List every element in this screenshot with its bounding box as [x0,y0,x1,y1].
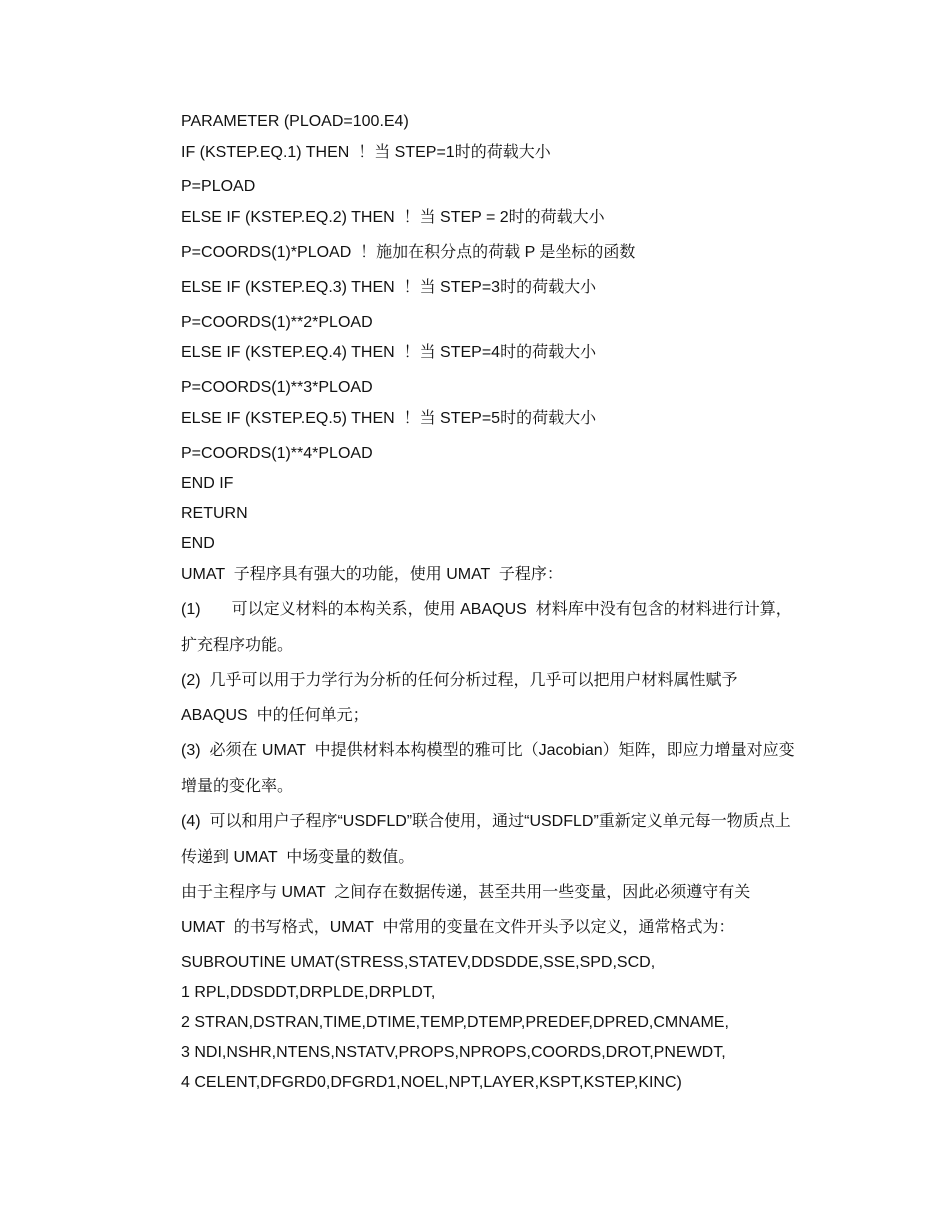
code-line-cont-1: 1 RPL,DDSDDT,DRPLDE,DRPLDT, [181,984,436,1001]
code-line-end: END [181,535,215,552]
code-line-p-coords3: P=COORDS(1)**3*PLOAD [181,379,373,396]
code-line-cont-3: 3 NDI,NSHR,NTENS,NSTATV,PROPS,NPROPS,COORDS,DROT,PNEWDT, [181,1044,726,1061]
paragraph-data-transfer-cont: UMAT 的书写格式，UMAT 中常用的变量在文件开头予以定义，通常格式为： [181,919,735,936]
list-item-3: (3) 必须在 UMAT 中提供材料本构模型的雅可比（Jacobian）矩阵，即应力增量对应变 [181,742,795,759]
list-item-1: (1) 可以定义材料的本构关系，使用 ABAQUS 材料库中没有包含的材料进行计算， [181,601,792,618]
code-line-p-coords2: P=COORDS(1)**2*PLOAD [181,314,373,331]
code-line-elseif-step2: ELSE IF (KSTEP.EQ.2) THEN ！当 STEP = 2时的荷载大小 [181,209,605,226]
code-line-p-coords1: P=COORDS(1)*PLOAD ！施加在积分点的荷载 P 是坐标的函数 [181,244,636,261]
code-line-return: RETURN [181,505,248,522]
code-line-subroutine: SUBROUTINE UMAT(STRESS,STATEV,DDSDDE,SSE,SPD,SCD, [181,954,656,971]
code-line-elseif-step4: ELSE IF (KSTEP.EQ.4) THEN ！当 STEP=4时的荷载大小 [181,344,597,361]
list-item-2-cont: ABAQUS 中的任何单元； [181,707,369,724]
code-line-elseif-step3: ELSE IF (KSTEP.EQ.3) THEN ！当 STEP=3时的荷载大小 [181,279,597,296]
code-line-cont-4: 4 CELENT,DFGRD0,DFGRD1,NOEL,NPT,LAYER,KSPT,KSTEP,KINC) [181,1074,682,1091]
code-line-parameter: PARAMETER (PLOAD=100.E4) [181,113,409,130]
code-line-if-step1: IF (KSTEP.EQ.1) THEN ！当 STEP=1时的荷载大小 [181,144,551,161]
code-line-p-pload: P=PLOAD [181,178,256,195]
code-line-cont-2: 2 STRAN,DSTRAN,TIME,DTIME,TEMP,DTEMP,PREDEF,DPRED,CMNAME, [181,1014,729,1031]
list-item-4-cont: 传递到 UMAT 中场变量的数值。 [181,849,415,866]
code-line-end-if: END IF [181,475,234,492]
paragraph-data-transfer: 由于主程序与 UMAT 之间存在数据传递，甚至共用一些变量，因此必须遵守有关 [181,884,751,901]
code-line-p-coords4: P=COORDS(1)**4*PLOAD [181,445,373,462]
list-item-1-cont: 扩充程序功能。 [181,637,294,654]
list-item-3-cont: 增量的变化率。 [181,778,294,795]
paragraph-umat-intro: UMAT 子程序具有强大的功能，使用 UMAT 子程序： [181,566,563,583]
code-line-elseif-step5: ELSE IF (KSTEP.EQ.5) THEN ！当 STEP=5时的荷载大小 [181,410,597,427]
list-item-4: (4) 可以和用户子程序“USDFLD”联合使用，通过“USDFLD”重新定义单元每一物质点上 [181,813,791,830]
list-item-2: (2) 几乎可以用于力学行为分析的任何分析过程，几乎可以把用户材料属性赋予 [181,672,738,689]
